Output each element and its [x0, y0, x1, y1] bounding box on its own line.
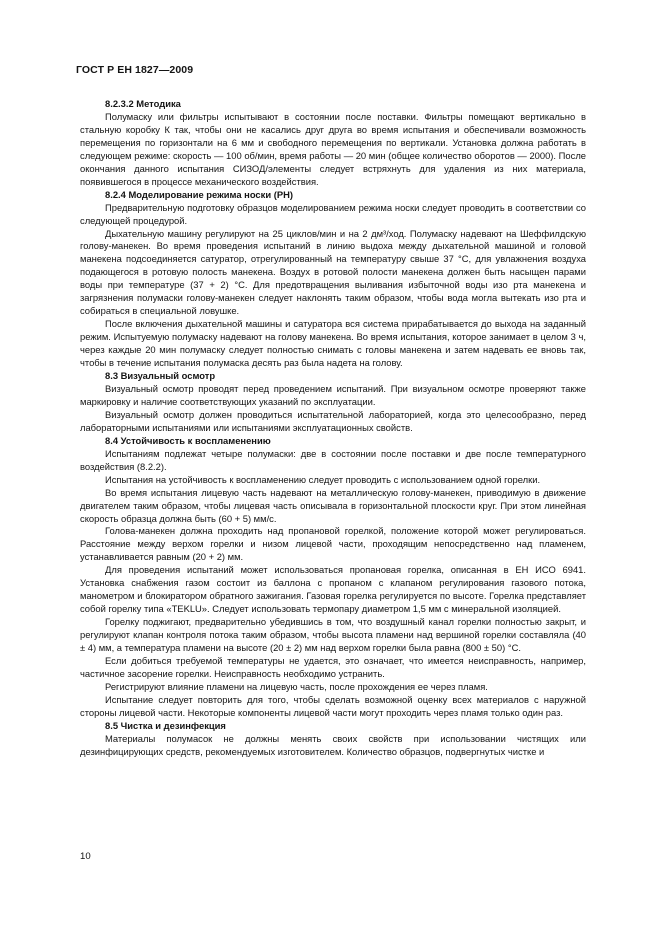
paragraph: Визуальный осмотр проводят перед проведением испытаний. При визуальном осмотре проверяют также маркировку и наличие соответствующих указаний по эксплуатации.	[80, 382, 586, 407]
paragraph: Полумаску или фильтры испытывают в состоянии после поставки. Фильтры помещают вертикально в стальную коробку К так, чтобы они не касались друг друга во время испытания и обеспечивали возможность перемещения по горизонтали на 6 мм и свободного перемещения по вертикали. Установка должна работать в следующем режиме: скорость — 100 об/мин, время работы — 20 мин (общее количество оборотов — 2000). После окончания данного испытания СИЗОД/элементы следует встряхнуть для удаления из них материала, появившегося в процессе механического воздействия.	[80, 110, 586, 187]
page-body	[80, 98, 586, 759]
page-number: 10	[80, 851, 91, 862]
section-heading: 8.4 Устойчивость к воспламенению	[105, 434, 271, 446]
document-header: ГОСТ Р ЕН 1827—2009	[76, 64, 194, 76]
section-heading: 8.2.3.2 Методика	[105, 98, 181, 109]
paragraph: Испытание следует повторить для того, чтобы сделать возможной оценку всех материалов с наружной стороны лицевой части. Некоторые компоненты лицевой части могут проходить через пламя только один раз.	[80, 693, 586, 718]
paragraph: Дыхательную машину регулируют на 25 циклов/мин и на 2 дм³/ход. Полумаску надевают на Шеффилдскую голову-манекен. Во время проведения испытаний в линию выдоха между дыхательной машиной и головой манекена подсоединяется сатуратор, отрегулированный на температуру свыше 37 °С, для увлажнения воздуха подающегося в ротовую полость манекена. Воздух в ротовой полости манекена должен быть насыщен парами воды при температуре (37 + 2) °С. Для предотвращения выливания избыточной воды изо рта манекена и загрязнения полумаски голову-манекен следует наклонять таким образом, чтобы вода могла вытекать изо рта и собираться в специальной ловушке.	[80, 227, 586, 317]
paragraph: После включения дыхательной машины и сатуратора вся система прирабатывается до выхода на заданный режим. Испытуемую полумаску надевают на голову манекена. Во время испытания, которое занимает в целом 3 ч, через каждые 20 мин полумаску следует полностью снимать с головы манекена и затем надевать ее вновь так, чтобы в течение испытания полумаска десять раз была надета на голову.	[80, 318, 586, 369]
paragraph: Материалы полумасок не должны менять своих свойств при использовании чистящих или дезинфицирующих средств, рекомендуемых изготовителем. Количество образцов, подвергнутых чистке и	[80, 732, 586, 757]
paragraph: Голова-манекен должна проходить над пропановой горелкой, положение которой может регулироваться. Расстояние между верхом горелки и низом лицевой части, проходящим непосредственно над пламенем, устанавливается равным (20 + 2) мм.	[80, 525, 586, 563]
section-heading: 8.3 Визуальный осмотр	[105, 370, 216, 382]
paragraph: Во время испытания лицевую часть надевают на металлическую голову-манекен, приводимую в движение двигателем таким образом, чтобы лицевая часть описывала в горизонтальной плоскости круг. При этом линейная скорость образца должна быть (60 + 5) мм/с.	[80, 486, 586, 524]
paragraph: Регистрируют влияние пламени на лицевую часть, после прохождения ее через пламя.	[105, 680, 488, 692]
paragraph: Горелку поджигают, предварительно убедившись в том, что воздушный канал горелки полностью закрыт, и регулируют клапан контроля потока таким образом, чтобы высота пламени над вершиной горелки составляла (40 ± 4) мм, а температура пламени на высоте (20 ± 2) мм над верхом горелки была равна (800 ± 50) °С.	[80, 616, 586, 654]
paragraph: Испытаниям подлежат четыре полумаски: две в состоянии после поставки и две после температурного воздействия (8.2.2).	[80, 447, 586, 472]
paragraph: Если добиться требуемой температуры не удается, это означает, что имеется неисправность, например, частичное засорение горелки. Неисправность необходимо устранить.	[80, 654, 586, 679]
paragraph: Предварительную подготовку образцов моделированием режима носки следует проводить в соответствии со следующей процедурой.	[80, 201, 586, 226]
section-heading: 8.2.4 Моделирование режима носки (РН)	[105, 188, 293, 200]
section-heading: 8.5 Чистка и дезинфекция	[105, 719, 226, 731]
paragraph: Испытания на устойчивость к воспламенению следует проводить с использованием одной горелки.	[105, 473, 541, 485]
paragraph: Для проведения испытаний может использоваться пропановая горелка, описанная в ЕН ИСО 6941. Установка снабжения газом состоит из баллона с пропаном с клапаном регулирования газового потока, манометром и блокиратором обратного зажигания. Газовая горелка регулируется по высоте. Горелка представляет собой горелку типа «TEKLU». Следует использовать термопару диаметром 1,5 мм с минеральной изоляцией.	[80, 564, 586, 615]
paragraph: Визуальный осмотр должен проводиться испытательной лабораторией, когда это целесообразно, перед лабораторными испытаниями или испытаниями эксплуатационных свойств.	[80, 408, 586, 433]
